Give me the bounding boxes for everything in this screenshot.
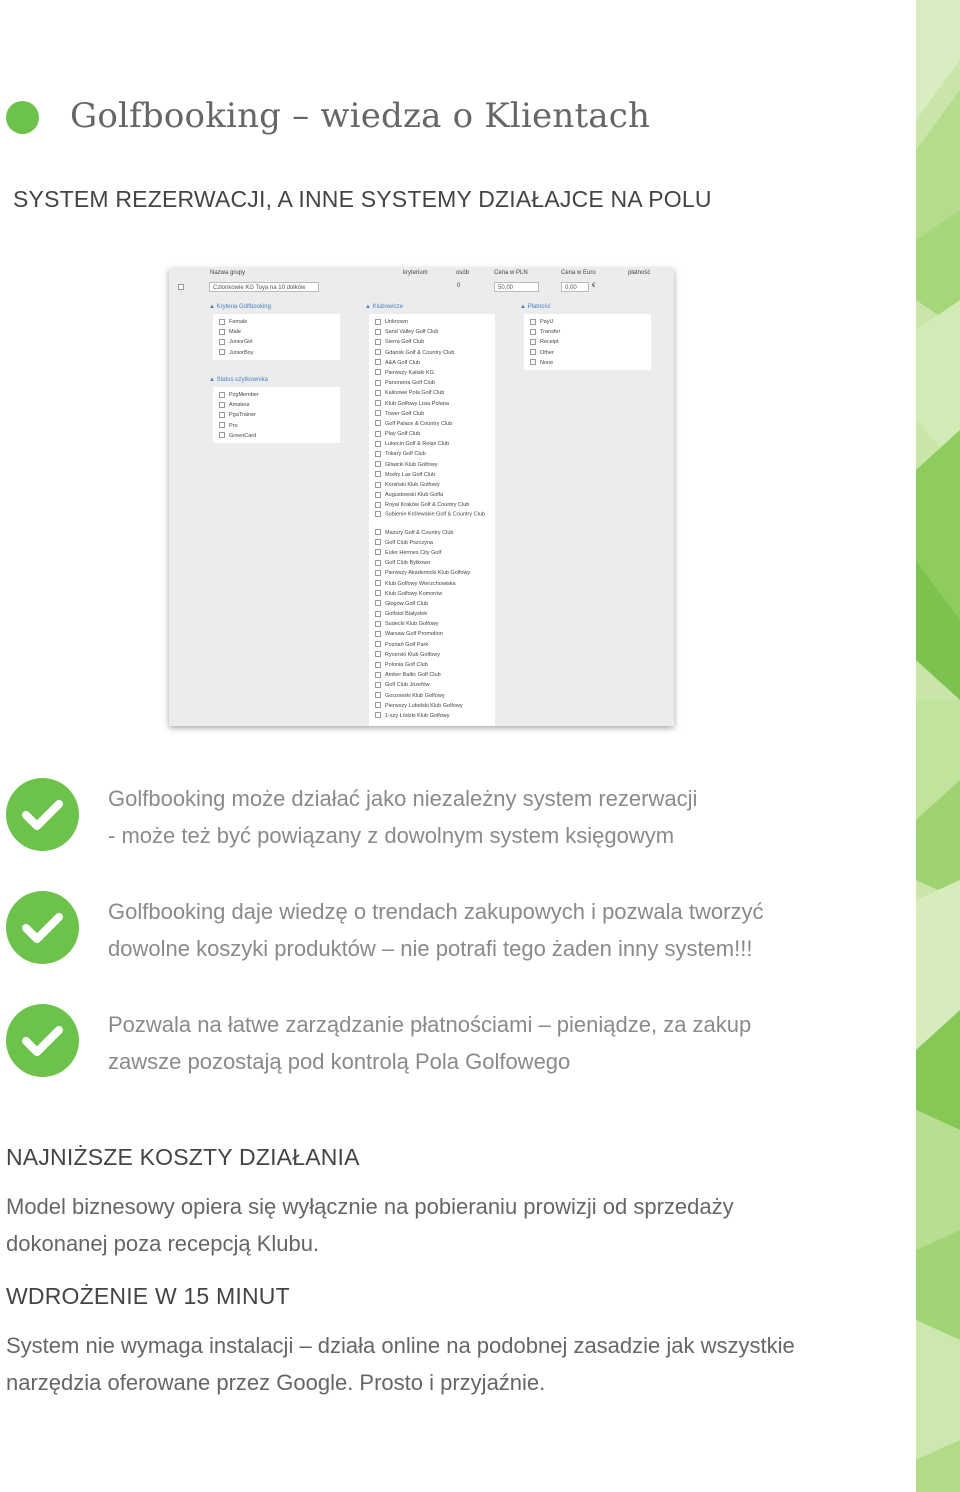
club-checkbox[interactable] bbox=[375, 570, 381, 576]
payment-checkbox[interactable] bbox=[530, 359, 536, 365]
club-item-label: Sand Valley Golf Club bbox=[385, 329, 439, 336]
status-checkbox[interactable] bbox=[219, 392, 225, 398]
club-item[interactable] bbox=[375, 701, 495, 711]
club-item-label: Golf Club Pszczyna bbox=[385, 539, 433, 546]
club-item[interactable] bbox=[375, 660, 495, 670]
club-item-label: Golf Club Bytkowo bbox=[385, 560, 431, 567]
club-item[interactable] bbox=[375, 358, 495, 368]
club-item[interactable] bbox=[375, 568, 495, 578]
club-checkbox[interactable] bbox=[375, 319, 381, 325]
club-checkbox[interactable] bbox=[375, 580, 381, 586]
club-item[interactable] bbox=[375, 511, 495, 528]
club-checkbox[interactable] bbox=[375, 702, 381, 708]
club-item-label: Rycerski Klub Golfowy bbox=[385, 651, 441, 658]
club-checkbox[interactable] bbox=[375, 712, 381, 718]
payment-item-label: Other bbox=[540, 349, 554, 356]
club-item-label: Klub Golfowy Wierzchowiska bbox=[385, 580, 456, 587]
club-item-label: Klub Golfowy Lisia Polana bbox=[385, 400, 449, 407]
payment-item-label: Transfer bbox=[540, 329, 561, 336]
club-checkbox[interactable] bbox=[375, 471, 381, 477]
price-pln-label: Cena w PLN bbox=[494, 270, 528, 276]
checkmark-icon bbox=[6, 778, 79, 851]
club-item[interactable] bbox=[375, 500, 495, 510]
status-checkbox[interactable] bbox=[219, 422, 225, 428]
payment-checkbox[interactable] bbox=[530, 339, 536, 345]
status-item[interactable] bbox=[219, 421, 340, 431]
feature-2-line-2: dowolne koszyki produktów – nie potrafi tego żaden inny system!!! bbox=[108, 936, 753, 961]
club-item[interactable] bbox=[375, 548, 495, 558]
payment-item[interactable] bbox=[530, 337, 651, 347]
club-item[interactable] bbox=[375, 368, 495, 378]
criteria-checkbox[interactable] bbox=[219, 329, 225, 335]
club-item-label: Lukecin Golf & Relax Club bbox=[385, 441, 450, 448]
club-item[interactable] bbox=[375, 528, 495, 538]
club-checkbox[interactable] bbox=[375, 441, 381, 447]
club-item-label: Gdansk Golf & Country Club bbox=[385, 349, 455, 356]
payment-section-title[interactable]: ▲ Płatność bbox=[520, 304, 551, 310]
clubs-list bbox=[369, 314, 495, 726]
club-item[interactable] bbox=[375, 449, 495, 459]
payment-item-label: None bbox=[540, 359, 554, 366]
club-item[interactable] bbox=[375, 470, 495, 480]
people-label: osób bbox=[456, 270, 470, 276]
club-item[interactable] bbox=[375, 317, 495, 327]
club-checkbox[interactable] bbox=[375, 611, 381, 617]
club-item-label: Play Golf Club bbox=[385, 431, 421, 438]
club-item[interactable] bbox=[375, 619, 495, 629]
status-item-label: PzgMember bbox=[229, 392, 259, 398]
club-item[interactable] bbox=[375, 337, 495, 347]
status-checkbox[interactable] bbox=[219, 432, 225, 438]
club-item-label: Mazury Golf & Country Club bbox=[385, 529, 454, 536]
feature-1-line-2: - może też być powiązany z dowolnym system księgowym bbox=[108, 823, 675, 848]
payment-checkbox[interactable] bbox=[530, 349, 536, 355]
club-checkbox[interactable] bbox=[375, 631, 381, 637]
status-item[interactable] bbox=[219, 410, 340, 420]
club-item-label: Warsaw Golf Promotion bbox=[385, 631, 443, 638]
embedded-app-screenshot bbox=[169, 268, 674, 726]
currency-symbol: € bbox=[592, 283, 596, 289]
status-item-label: Amateur bbox=[229, 402, 250, 409]
criteria-checkbox[interactable] bbox=[219, 319, 225, 325]
costs-line-2: dokonanej poza recepcją Klubu. bbox=[6, 1231, 320, 1256]
status-section-title[interactable]: ▲ Status użytkownika bbox=[209, 377, 268, 383]
club-item-label: Głogów Golf Club bbox=[385, 600, 429, 607]
title-bullet-dot bbox=[6, 101, 39, 134]
club-checkbox[interactable] bbox=[375, 672, 381, 678]
club-item[interactable] bbox=[375, 490, 495, 500]
payment-item-label: Receipt bbox=[540, 339, 559, 346]
club-checkbox[interactable] bbox=[375, 539, 381, 545]
page-title: Golfbooking – wiedza o Klientach bbox=[70, 96, 651, 136]
decorative-green-band bbox=[916, 0, 960, 1492]
club-item-label: 1-szy Łódzki Klub Golfowy bbox=[385, 712, 450, 719]
criteria-checkbox[interactable] bbox=[219, 339, 225, 345]
club-item[interactable] bbox=[375, 538, 495, 548]
club-item-label: Kalinowe Pola Golf Club bbox=[385, 390, 445, 397]
payment-checkbox[interactable] bbox=[530, 329, 536, 335]
club-item-label: Pierwszy Akademicki Klub Golfowy bbox=[385, 570, 471, 577]
section-body-deployment bbox=[6, 1327, 795, 1401]
clubs-section-title[interactable]: ▲ Klubowicze bbox=[365, 304, 403, 310]
club-checkbox[interactable] bbox=[375, 600, 381, 606]
club-item-label: Amber Baltic Golf Club bbox=[385, 672, 441, 679]
club-item-label: Augustowski Klub Golfa bbox=[385, 492, 444, 499]
club-item-label: Sudecki Klub Golfowy bbox=[385, 621, 439, 628]
club-checkbox[interactable] bbox=[375, 529, 381, 535]
status-item-label: GreenCard bbox=[229, 432, 257, 439]
club-item[interactable] bbox=[375, 460, 495, 470]
club-item[interactable] bbox=[375, 680, 495, 690]
club-item[interactable] bbox=[375, 691, 495, 701]
club-checkbox[interactable] bbox=[375, 420, 381, 426]
status-item[interactable] bbox=[219, 431, 340, 441]
club-item[interactable] bbox=[375, 419, 495, 429]
criteria-list bbox=[213, 314, 340, 360]
feature-1-line-1: Golfbooking może działać jako niezależny system rezerwacji bbox=[108, 786, 698, 811]
club-checkbox[interactable] bbox=[375, 502, 381, 508]
club-checkbox[interactable] bbox=[375, 400, 381, 406]
club-item[interactable] bbox=[375, 399, 495, 409]
club-item-label: Unknown bbox=[385, 319, 408, 325]
club-checkbox[interactable] bbox=[375, 369, 381, 375]
club-item-label: Euler Hermes City Golf bbox=[385, 549, 442, 556]
feature-2-line-1: Golfbooking daje wiedzę o trendach zakupowych i pozwala tworzyć bbox=[108, 899, 764, 924]
club-item[interactable] bbox=[375, 650, 495, 660]
club-checkbox[interactable] bbox=[375, 390, 381, 396]
club-checkbox[interactable] bbox=[375, 349, 381, 355]
club-item[interactable] bbox=[375, 558, 495, 568]
status-list bbox=[213, 387, 340, 443]
criteria-item[interactable] bbox=[219, 327, 340, 337]
deployment-line-1: System nie wymaga instalacji – działa online na podobnej zasadzie jak wszystkie bbox=[6, 1333, 795, 1358]
group-name-input[interactable]: Członkowie KG Toya na 10 dołków bbox=[209, 282, 319, 292]
feature-3-line-2: zawsze pozostają pod kontrolą Pola Golfowego bbox=[108, 1049, 571, 1074]
club-item-label: A&A Golf Club bbox=[385, 359, 421, 366]
club-item-label: Klub Golfowy Komorów bbox=[385, 590, 443, 597]
club-checkbox[interactable] bbox=[375, 621, 381, 627]
section-body-costs bbox=[6, 1188, 734, 1262]
feature-text-2 bbox=[108, 893, 763, 967]
club-checkbox[interactable] bbox=[375, 410, 381, 416]
club-item[interactable] bbox=[375, 711, 495, 721]
club-item[interactable] bbox=[375, 670, 495, 680]
deployment-line-2: narzędzia oferowane przez Google. Prosto i przyjaźnie. bbox=[6, 1370, 546, 1395]
club-checkbox[interactable] bbox=[375, 549, 381, 555]
costs-line-1: Model biznesowy opiera się wyłącznie na pobieraniu prowizji od sprzedaży bbox=[6, 1194, 734, 1219]
people-value: 0 bbox=[457, 283, 461, 289]
section-heading-costs: NAJNIŻSZE KOSZTY DZIAŁANIA bbox=[6, 1144, 360, 1170]
club-checkbox[interactable] bbox=[375, 380, 381, 386]
status-checkbox[interactable] bbox=[219, 402, 225, 408]
club-checkbox[interactable] bbox=[375, 682, 381, 688]
section-heading-deployment: WDROŻENIE W 15 MINUT bbox=[6, 1283, 290, 1309]
club-checkbox[interactable] bbox=[375, 492, 381, 498]
club-item-label: Golf Palace & Country Club bbox=[385, 420, 453, 427]
club-checkbox[interactable] bbox=[375, 461, 381, 467]
criteria-section-title[interactable]: ▲ Kryteria Golfbooking bbox=[209, 304, 271, 310]
club-item-label: Poznań Golf Park bbox=[385, 641, 429, 648]
club-item-label: Tower Golf Club bbox=[385, 410, 425, 417]
checkmark-icon bbox=[6, 1004, 79, 1077]
payment-checkbox[interactable] bbox=[530, 319, 536, 325]
page-subtitle: SYSTEM REZERWACJI, A INNE SYSTEMY DZIAŁAJCE NA POLU bbox=[13, 186, 712, 212]
club-item[interactable] bbox=[375, 388, 495, 398]
club-checkbox[interactable] bbox=[375, 651, 381, 657]
club-checkbox[interactable] bbox=[375, 431, 381, 437]
club-item[interactable] bbox=[375, 439, 495, 449]
club-checkbox[interactable] bbox=[375, 482, 381, 488]
club-checkbox[interactable] bbox=[375, 329, 381, 335]
club-item[interactable] bbox=[375, 579, 495, 589]
club-item-label: Sierra Golf Club bbox=[385, 339, 425, 346]
club-item-label: Sobienie Królewskie Golf & Country Club bbox=[385, 511, 485, 518]
criteria-item-label: Male bbox=[229, 329, 241, 336]
club-item-label: Koniński Klub Golfowy bbox=[385, 482, 440, 488]
club-item-label: Tokary Golf Club bbox=[385, 451, 426, 458]
club-item[interactable] bbox=[375, 327, 495, 337]
club-item-label: Royal Kraków Golf & Country Club bbox=[385, 502, 470, 509]
feature-3-line-1: Pozwala na łatwe zarządzanie płatnościami – pieniądze, za zakup bbox=[108, 1012, 752, 1037]
club-item-label: Golfstol Białystok bbox=[385, 611, 428, 618]
club-item-label: Gorzowski Klub Golfowy bbox=[385, 692, 445, 699]
status-item[interactable] bbox=[219, 390, 340, 400]
club-item[interactable] bbox=[375, 589, 495, 599]
club-item-label: Panorama Golf Club bbox=[385, 380, 435, 387]
club-checkbox[interactable] bbox=[375, 560, 381, 566]
club-item[interactable] bbox=[375, 409, 495, 419]
payment-item[interactable] bbox=[530, 358, 651, 368]
club-item[interactable] bbox=[375, 640, 495, 650]
club-checkbox[interactable] bbox=[375, 692, 381, 698]
feature-text-1 bbox=[108, 780, 697, 854]
club-item[interactable] bbox=[375, 348, 495, 358]
criteria-checkbox[interactable] bbox=[219, 349, 225, 355]
club-item-label: Pierwszy Kaliski KG bbox=[385, 369, 434, 376]
club-checkbox[interactable] bbox=[375, 451, 381, 457]
club-checkbox[interactable] bbox=[375, 511, 381, 517]
payment-item-label: PayU bbox=[540, 319, 554, 325]
club-item[interactable] bbox=[375, 629, 495, 639]
payment-label: płatność bbox=[628, 270, 651, 276]
club-item-label: Polonia Golf Club bbox=[385, 662, 428, 668]
club-item-label: Pierwszy Lubelski Klub Golfowy bbox=[385, 702, 463, 709]
criteria-item-label: JuniorGirl bbox=[229, 339, 253, 346]
club-item-label: Golf Club Józefów bbox=[385, 682, 430, 689]
criteria-item[interactable] bbox=[219, 317, 340, 327]
row-select-checkbox[interactable] bbox=[178, 284, 184, 290]
club-item[interactable] bbox=[375, 429, 495, 439]
payment-item[interactable] bbox=[530, 317, 651, 327]
feature-text-3 bbox=[108, 1006, 751, 1080]
payment-item[interactable] bbox=[530, 327, 651, 337]
criteria-label: kryterium bbox=[403, 270, 428, 276]
club-item-label: Gliwicki Klub Golfowy bbox=[385, 461, 438, 468]
group-name-label: Nazwa grupy bbox=[210, 270, 246, 276]
price-eur-label: Cena w Euro bbox=[561, 270, 596, 276]
club-item-label: Modry Las Golf Club bbox=[385, 471, 436, 478]
status-item[interactable] bbox=[219, 400, 340, 410]
club-item[interactable] bbox=[375, 599, 495, 609]
club-checkbox[interactable] bbox=[375, 359, 381, 365]
criteria-item[interactable] bbox=[219, 337, 340, 347]
criteria-item[interactable] bbox=[219, 348, 340, 358]
club-checkbox[interactable] bbox=[375, 590, 381, 596]
payment-list bbox=[524, 314, 651, 370]
club-item[interactable] bbox=[375, 378, 495, 388]
checkmark-icon bbox=[6, 891, 79, 964]
club-item[interactable] bbox=[375, 609, 495, 619]
price-pln-input[interactable]: 50,00 bbox=[494, 282, 539, 292]
club-checkbox[interactable] bbox=[375, 662, 381, 668]
club-checkbox[interactable] bbox=[375, 641, 381, 647]
status-checkbox[interactable] bbox=[219, 412, 225, 418]
payment-item[interactable] bbox=[530, 348, 651, 358]
status-item-label: Pro bbox=[229, 422, 238, 429]
criteria-item-label: JuniorBoy bbox=[229, 349, 254, 356]
price-eur-input[interactable]: 0,00 bbox=[561, 282, 589, 292]
club-item[interactable] bbox=[375, 480, 495, 490]
criteria-item-label: Female bbox=[229, 319, 248, 325]
club-checkbox[interactable] bbox=[375, 339, 381, 345]
status-item-label: PgaTrainer bbox=[229, 412, 257, 419]
